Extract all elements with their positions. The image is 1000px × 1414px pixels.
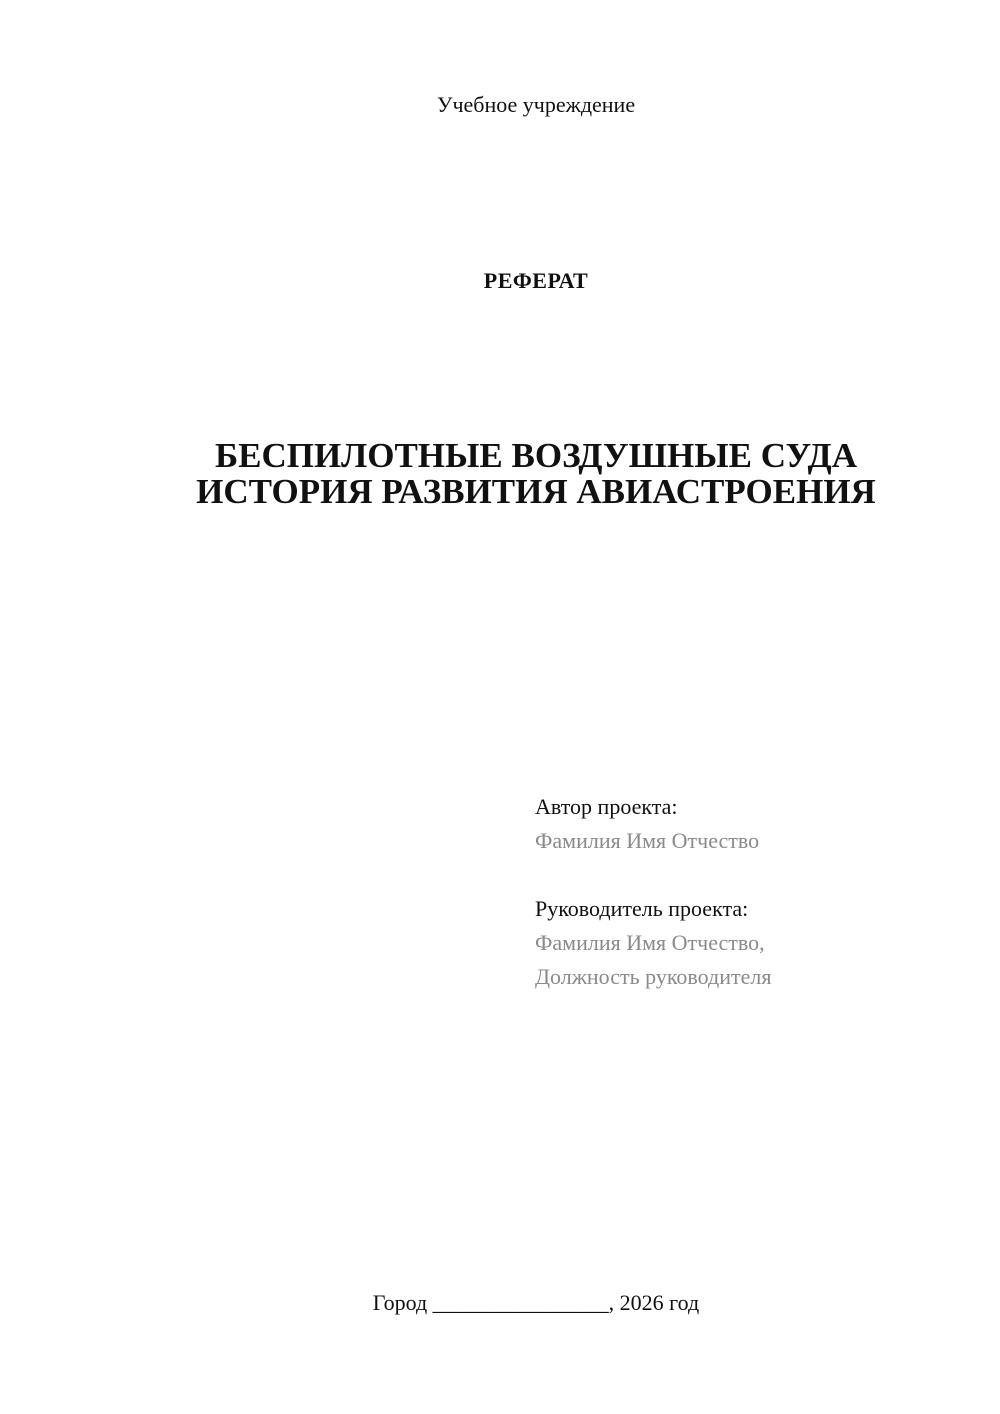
supervisor-name: Фамилия Имя Отчество, [535, 930, 765, 955]
city-year-line: Город ________________, 2026 год [372, 1290, 700, 1315]
title-line-1: БЕСПИЛОТНЫЕ ВОЗДУШНЫЕ СУДА [214, 436, 858, 475]
author-label: Автор проекта: [535, 794, 678, 819]
credits-spacer [535, 858, 771, 892]
credits-block [535, 790, 771, 994]
title-line-2: ИСТОРИЯ РАЗВИТИЯ АВИАСТРОЕНИЯ [196, 472, 876, 511]
supervisor-position: Должность руководителя [535, 964, 772, 989]
document-type: РЕФЕРАТ [483, 268, 589, 293]
supervisor-label: Руководитель проекта: [535, 896, 749, 921]
institution-name: Учебное учреждение [436, 92, 636, 117]
document-title [0, 438, 1000, 510]
author-name: Фамилия Имя Отчество [535, 828, 760, 853]
